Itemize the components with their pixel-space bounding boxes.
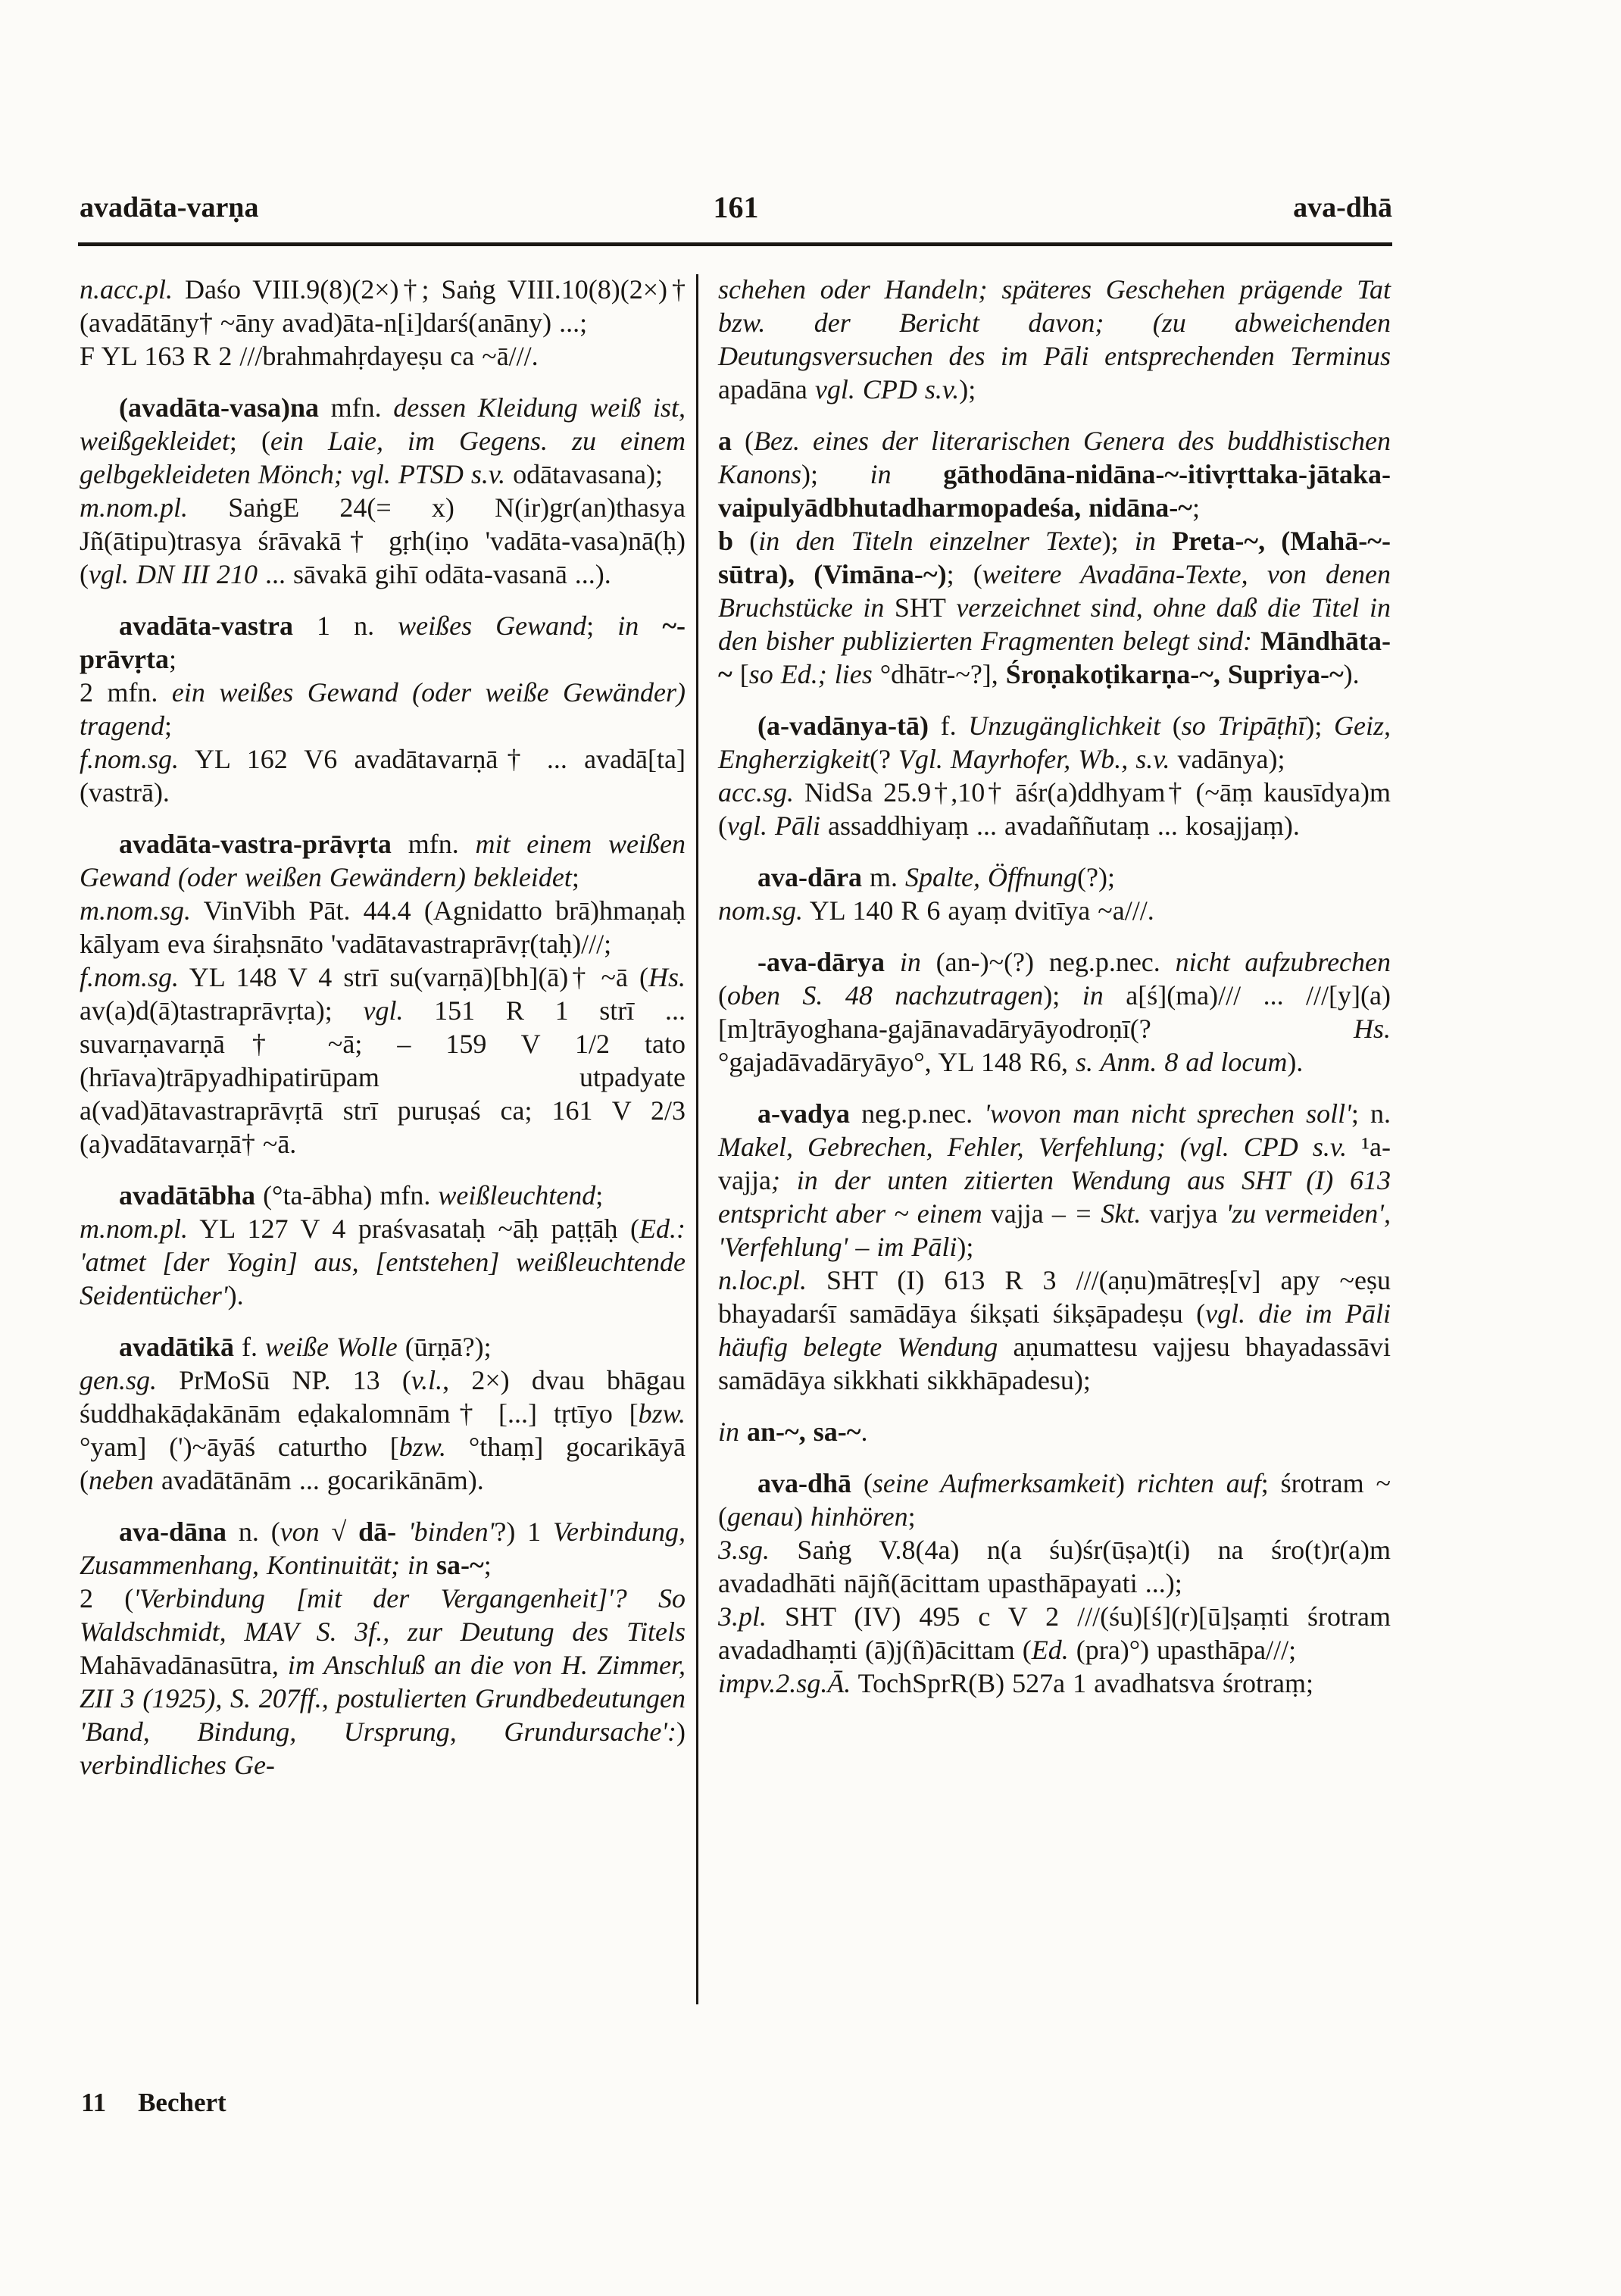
plain-text: .	[860, 1417, 868, 1447]
plain-text: );	[1101, 526, 1135, 556]
plain-text: ... sāvakā gihī odāta-vasanā ...).	[257, 559, 611, 589]
italic-gloss: Ed.: 'atmet [der Yogin] aus, [entstehen] weißleuchtende Seidentücher'	[80, 1214, 686, 1310]
italic-gloss: vgl. CPD s.v.	[807, 374, 960, 405]
italic-gloss: 'zu vermeiden', 'Verfehlung' – im Pāli	[718, 1198, 1391, 1262]
dictionary-paragraph	[80, 676, 686, 742]
dictionary-paragraph	[718, 424, 1391, 524]
bold-headword-or-sanskrit: (a-vadānya-tā)	[757, 711, 929, 741]
plain-text: ?) 1	[494, 1517, 554, 1547]
italic-gloss: richten auf	[1136, 1468, 1261, 1498]
plain-text: 2 mfn.	[80, 677, 172, 708]
italic-gloss: in	[870, 459, 892, 489]
plain-text: varjya	[1149, 1198, 1218, 1229]
plain-text: 1 n.	[292, 611, 398, 641]
plain-text: (ūrṇā?);	[397, 1332, 492, 1362]
bold-headword-or-sanskrit: Śroṇakoṭikarṇa-~, Supriya-~	[1005, 659, 1344, 689]
plain-text: (?	[869, 744, 898, 774]
plain-text: (	[1160, 711, 1182, 741]
plain-text: ;	[571, 862, 579, 892]
dictionary-paragraph	[80, 1212, 686, 1312]
italic-gloss: seine Aufmerksamkeit	[872, 1468, 1117, 1498]
plain-text	[429, 1550, 436, 1580]
plain-text: ; n.	[1351, 1098, 1391, 1129]
plain-text: (	[732, 426, 754, 456]
plain-text: f.	[234, 1332, 266, 1362]
header-right-headword: ava-dhā	[1293, 192, 1392, 223]
dictionary-paragraph	[80, 742, 686, 809]
dictionary-paragraph	[80, 339, 686, 373]
plain-text: )	[676, 1717, 686, 1747]
italic-gloss: Vgl. Mayrhofer, Wb., s.v.	[898, 744, 1170, 774]
bold-headword-or-sanskrit: ava-dāra	[757, 862, 862, 892]
italic-gloss: Hs.	[1353, 1014, 1391, 1044]
italic-gloss: in	[617, 611, 639, 641]
italic-gloss: von	[280, 1517, 320, 1547]
plain-text: n. (	[226, 1517, 280, 1547]
plain-text: YL 148 V 4 strī su(varṇā)[bh](ā)† ~ā (	[179, 962, 648, 992]
plain-text: ; śrotram ~ (	[718, 1468, 1391, 1532]
plain-text: ;	[586, 611, 618, 641]
plain-text: avadātānām ... gocarikānām).	[153, 1465, 484, 1495]
italic-gloss: s. Anm. 8 ad locum	[1075, 1047, 1288, 1077]
bold-headword-or-sanskrit: a	[718, 426, 732, 456]
italic-gloss: vgl. die im Pāli häufig belegte Wendung	[718, 1298, 1391, 1362]
italic-gloss: bzw.	[398, 1432, 447, 1462]
plain-text	[1252, 626, 1260, 656]
italic-gloss: oben S. 48 nachzutragen	[727, 980, 1044, 1011]
plain-text: SHT (IV) 495 c V 2 ///(śu)[ś](r)[ū]ṣaṃti śrotram avadadhaṃti (ā)j(ñ)ācittam (	[718, 1601, 1391, 1665]
column-divider	[696, 274, 698, 2004]
plain-text: (pra)°) upasthāpa///;	[1068, 1635, 1297, 1665]
plain-text: mfn.	[319, 392, 394, 423]
dictionary-paragraph	[80, 961, 686, 1160]
dictionary-paragraph	[718, 1533, 1391, 1600]
italic-gloss: in	[1082, 980, 1104, 1011]
italic-gloss: Unzugänglichkeit	[968, 711, 1161, 741]
bold-headword-or-sanskrit: ~-prāvṛta	[80, 611, 686, 674]
plain-text	[639, 611, 662, 641]
italic-gloss: nicht aufzubrechen	[1175, 947, 1391, 977]
dictionary-paragraph	[80, 273, 686, 339]
bold-headword-or-sanskrit: avadāta-vastra-prāvṛta	[119, 829, 392, 859]
plain-text: ;	[1192, 492, 1200, 523]
plain-text: YL 162 V6 avadātavarṇā† ... avadā[ta](vastrā).	[80, 744, 686, 808]
plain-text: (an-)~(?) neg.p.nec.	[920, 947, 1176, 977]
plain-text	[1156, 526, 1172, 556]
plain-text: °yam] (')~āyāś caturtho [	[80, 1432, 399, 1462]
dictionary-paragraph	[718, 861, 1391, 894]
plain-text: ;	[907, 1501, 916, 1532]
bold-headword-or-sanskrit: a-vadya	[757, 1098, 851, 1129]
plain-text: 2 (	[80, 1583, 134, 1613]
plain-text: ).	[1343, 659, 1360, 689]
plain-text: a[ś](ma)/// ... ///[y](a)[m]trāyoghana-gajānavadāryāyodroṇī(?	[718, 980, 1391, 1044]
italic-gloss: Bez. eines der literarischen Genera des buddhistischen Kanons	[718, 426, 1391, 489]
running-header	[80, 191, 1392, 229]
right-column	[718, 273, 1391, 1700]
dictionary-paragraph	[718, 709, 1391, 776]
dictionary-paragraph	[80, 609, 686, 676]
plain-text: f.	[928, 711, 969, 741]
dictionary-paragraph	[718, 1467, 1391, 1533]
plain-text	[739, 1417, 747, 1447]
printer-signature	[81, 2088, 226, 2118]
plain-text: √	[319, 1517, 359, 1547]
bold-headword-or-sanskrit: sa-~	[436, 1550, 484, 1580]
plain-text: vadānya);	[1170, 744, 1285, 774]
italic-gloss: f.nom.sg.	[80, 744, 180, 774]
plain-text: )	[1116, 1468, 1137, 1498]
plain-text: av(a)d(ā)tastraprāvṛta);	[80, 995, 364, 1026]
italic-gloss: m.nom.pl.	[80, 492, 188, 523]
italic-gloss: in den Titeln einzelner Texte	[758, 526, 1102, 556]
plain-text: );	[957, 1232, 974, 1262]
dictionary-paragraph	[718, 945, 1391, 1079]
italic-gloss: 'wovon man nicht sprechen soll'	[984, 1098, 1351, 1129]
dictionary-paragraph	[80, 1364, 686, 1497]
italic-gloss: Ed.	[1031, 1635, 1069, 1665]
plain-text: );	[801, 459, 870, 489]
page-number: 161	[713, 190, 759, 224]
italic-gloss: gen.sg.	[80, 1365, 157, 1395]
plain-text: ; (	[946, 559, 982, 589]
dictionary-paragraph	[718, 776, 1391, 842]
bold-headword-or-sanskrit: b	[718, 526, 734, 556]
bold-headword-or-sanskrit: -ava-dārya	[757, 947, 885, 977]
plain-text: vajja	[990, 1198, 1044, 1229]
italic-gloss: Verbindung, Zusammenhang, Kontinuität; in	[80, 1517, 686, 1580]
plain-text	[885, 947, 900, 977]
bold-headword-or-sanskrit: avadātābha	[119, 1180, 256, 1210]
plain-text: °dhātr-~?],	[872, 659, 1006, 689]
italic-gloss: 3.sg.	[718, 1535, 770, 1565]
bold-headword-or-sanskrit: Preta-~, (Mahā-~-sūtra), (Vimāna-~)	[718, 526, 1391, 589]
italic-gloss: , im Anschluß an die von H. Zimmer, ZII 3 (1925), S. 207ff., postulierten Grundbedeutungen 'Band, Bindung, Ursprung, Grundursache':	[80, 1650, 686, 1747]
plain-text: (	[851, 1468, 873, 1498]
left-column	[80, 273, 686, 1782]
plain-text: )	[793, 1501, 810, 1532]
bold-headword-or-sanskrit: ava-dāna	[119, 1517, 227, 1547]
bold-headword-or-sanskrit: avadātikā	[119, 1332, 235, 1362]
italic-gloss: so Tripāṭhī	[1181, 711, 1306, 741]
dictionary-paragraph	[718, 894, 1391, 927]
italic-gloss: v.l.	[411, 1365, 443, 1395]
plain-text: ;	[595, 1180, 604, 1210]
dictionary-paragraph	[80, 894, 686, 961]
italic-gloss: neben	[89, 1465, 154, 1495]
dictionary-paragraph	[80, 827, 686, 894]
italic-gloss: dessen Kleidung weiß ist, weißgekleidet	[80, 392, 686, 456]
plain-text: ;	[168, 644, 176, 674]
plain-text: aṇumattesu vajjesu bhayadassāvi samādāya sikkhati sikkhāpadesu);	[718, 1332, 1391, 1395]
italic-gloss: n.acc.pl.	[80, 274, 173, 305]
italic-gloss: weiße Wolle	[265, 1332, 398, 1362]
plain-text: PrMoSū NP. 13 (	[157, 1365, 411, 1395]
plain-text: ).	[1287, 1047, 1304, 1077]
italic-gloss: vgl. Pāli	[727, 811, 820, 841]
italic-gloss: hinhören	[810, 1501, 908, 1532]
italic-gloss: m.nom.pl.	[80, 1214, 188, 1244]
plain-text: );	[959, 374, 976, 405]
plain-text: , 2×) dvau bhāgau śuddhakāḍakānām eḍakalomnām† [...] tṛtīyo [	[80, 1365, 686, 1429]
dictionary-paragraph	[80, 1179, 686, 1212]
dictionary-paragraph	[718, 1600, 1391, 1667]
italic-gloss: genau	[727, 1501, 794, 1532]
bold-headword-or-sanskrit: dā-	[358, 1517, 397, 1547]
dictionary-paragraph	[718, 273, 1391, 406]
plain-text: m.	[862, 862, 906, 892]
plain-text: Mahāvadānasūtra	[80, 1650, 272, 1680]
plain-text: ;	[164, 711, 173, 741]
plain-text: (°ta-ābha) mfn.	[255, 1180, 439, 1210]
plain-text: °thaṃ] gocarikāyā (	[80, 1432, 686, 1495]
italic-gloss: impv.2.sg.Ā.	[718, 1668, 851, 1698]
italic-gloss: verzeichnet sind, ohne daß die Titel in den bisher publizierten Fragmenten belegt sind:	[718, 592, 1391, 656]
plain-text: neg.p.nec.	[850, 1098, 985, 1129]
plain-text: apadāna	[718, 374, 807, 405]
italic-gloss: verbindliches Ge-	[80, 1750, 275, 1780]
italic-gloss: 3.pl.	[718, 1601, 767, 1632]
plain-text: ).	[227, 1280, 244, 1310]
plain-text	[892, 459, 944, 489]
plain-text: VinVibh Pāt. 44.4 (Agnidatto brā)hmaṇaḥ kālyam eva śiraḥsnāto 'vadātavastraprāvṛ(taḥ)///;	[80, 895, 686, 959]
plain-text: TochSprR(B) 527a 1 avadhatsva śrotraṃ;	[851, 1668, 1314, 1698]
header-rule	[78, 242, 1392, 246]
dictionary-paragraph	[718, 1415, 1391, 1448]
plain-text: (	[733, 526, 759, 556]
plain-text: °gajadāvadāryāyo°, YL 148 R6,	[718, 1047, 1076, 1077]
dictionary-paragraph	[718, 1667, 1391, 1700]
italic-gloss: vgl. DN III 210	[89, 559, 258, 589]
signature-number: 11	[81, 2088, 107, 2117]
plain-text: (?);	[1077, 862, 1115, 892]
italic-gloss: in	[1134, 526, 1156, 556]
italic-gloss: mit einem weißen Gewand (oder weißen Gewändern) bekleidet	[80, 829, 686, 892]
plain-text: ¹a-vajja	[718, 1132, 1391, 1195]
bold-headword-or-sanskrit: ava-dhā	[757, 1468, 852, 1498]
plain-text: SaṅgE 24(= x) N(ir)gr(an)thasya Jñ(ātipu)trasya śrāvakā† gṛh(iṇo 'vadāta-vasa)nā(ḥ) (	[80, 492, 686, 589]
plain-text	[396, 1517, 408, 1547]
plain-text: SHT	[894, 592, 946, 623]
italic-gloss: in	[718, 1417, 740, 1447]
italic-gloss: ein Laie, im Gegens. zu einem gelbgekleideten Mönch; vgl. PTSD s.v.	[80, 426, 686, 489]
italic-gloss: nom.sg.	[718, 895, 804, 926]
plain-text: odātavasana);	[505, 459, 664, 489]
italic-gloss: schehen oder Handeln; späteres Geschehen prägende Tat bzw. der Bericht davon; (zu abweichenden Deutungsversuchen des im Pāli entsprechenden Terminus	[718, 274, 1391, 371]
bold-headword-or-sanskrit: (avadāta-vasa)na	[119, 392, 320, 423]
plain-text: assaddhiyaṃ ... avadaññutaṃ ... kosajjaṃ).	[820, 811, 1300, 841]
plain-text: (	[718, 980, 727, 1011]
plain-text: );	[1043, 980, 1082, 1011]
plain-text: mfn.	[391, 829, 476, 859]
dictionary-paragraph	[718, 524, 1391, 691]
italic-gloss: weißes Gewand	[398, 611, 587, 641]
plain-text: ;	[483, 1550, 492, 1580]
signature-name: Bechert	[138, 2088, 226, 2117]
bold-headword-or-sanskrit: Māndhāta-~	[718, 626, 1391, 689]
plain-text: [	[732, 659, 749, 689]
italic-gloss: Spalte, Öffnung	[905, 862, 1077, 892]
italic-gloss: so Ed.; lies	[748, 659, 873, 689]
dictionary-paragraph	[80, 391, 686, 491]
dictionary-paragraph	[80, 491, 686, 591]
dictionary-paragraph	[718, 1264, 1391, 1397]
bold-headword-or-sanskrit: an-~, sa-~	[747, 1417, 861, 1447]
plain-text: F YL 163 R 2 ///brahmahṛdayeṣu ca ~ā///.	[80, 341, 539, 371]
italic-gloss: bzw.	[638, 1398, 686, 1429]
italic-gloss: – = Skt.	[1043, 1198, 1150, 1229]
plain-text: 151 R 1 strī ... suvarṇavarṇā† ~ā; – 159 V 1/2 tato (hrīava)trāpyadhipatirūpam utpadyate a(vad)ātavastraprāvṛtā strī puruṣaś ca; 161 V 2/3 (a)vadātavarṇā† ~ā.	[80, 995, 686, 1159]
plain-text: );	[1305, 711, 1334, 741]
italic-gloss: acc.sg.	[718, 777, 794, 808]
dictionary-paragraph	[80, 1515, 686, 1582]
plain-text: SHT (I) 613 R 3 ///(aṇu)mātreṣ[v] apy ~eṣu bhayadarśī samādāya śikṣati śikṣāpadeṣu (	[718, 1265, 1391, 1329]
plain-text: YL 140 R 6 ayaṃ dvitīya ~a///.	[803, 895, 1154, 926]
bold-headword-or-sanskrit: gāthodāna-nidāna-~-itivṛttaka-jātaka-vaipulyādbhutadharmopadeśa, nidāna-~	[718, 459, 1391, 523]
plain-text: Daśo VIII.9(8)(2×)†; Saṅg VIII.10(8)(2×)† (avadātāny† ~āny avad)āta-n[i]darś(anāny) ...;	[80, 274, 686, 338]
italic-gloss: Makel, Gebrechen, Fehler, Verfehlung; (vgl. CPD s.v.	[718, 1132, 1362, 1162]
italic-gloss: f.nom.sg.	[80, 962, 180, 992]
italic-gloss: m.nom.sg.	[80, 895, 192, 926]
dictionary-paragraph	[80, 1330, 686, 1364]
italic-gloss: vgl.	[363, 995, 404, 1026]
header-left-headword: avadāta-varṇa	[80, 192, 259, 223]
plain-text: ; (	[229, 426, 270, 456]
plain-text: YL 127 V 4 praśvasataḥ ~āḥ paṭṭāḥ (	[188, 1214, 640, 1244]
italic-gloss: 'binden'	[408, 1517, 495, 1547]
italic-gloss: weitere Avadāna-Texte, von denen Bruchstücke in	[718, 559, 1391, 623]
dictionary-paragraph	[80, 1582, 686, 1782]
plain-text: NidSa 25.9†,10† āśr(a)ddhyam† (~āṃ kausīdya)m (	[718, 777, 1391, 841]
plain-text: Saṅg V.8(4a) n(a śu)śr(ūṣa)t(i) na śro(t)r(a)m avadadhāti nājñ(ācittam upasthāpayati ...);	[718, 1535, 1391, 1598]
italic-gloss: Geiz, Engherzigkeit	[718, 711, 1391, 774]
italic-gloss: Hs.	[648, 962, 686, 992]
italic-gloss: weißleuchtend	[438, 1180, 596, 1210]
italic-gloss: ; in der unten zitierten Wendung aus SHT (I) 613 entspricht aber ~ einem	[718, 1165, 1391, 1229]
italic-gloss: in	[899, 947, 921, 977]
bold-headword-or-sanskrit: avadāta-vastra	[119, 611, 293, 641]
italic-gloss: ein weißes Gewand (oder weiße Gewänder) tragend	[80, 677, 686, 741]
italic-gloss: n.loc.pl.	[718, 1265, 807, 1295]
italic-gloss: 'Verbindung [mit der Vergangenheit]'? So Waldschmidt, MAV S. 3f., zur Deutung des Titels	[80, 1583, 686, 1647]
dictionary-paragraph	[718, 1097, 1391, 1264]
